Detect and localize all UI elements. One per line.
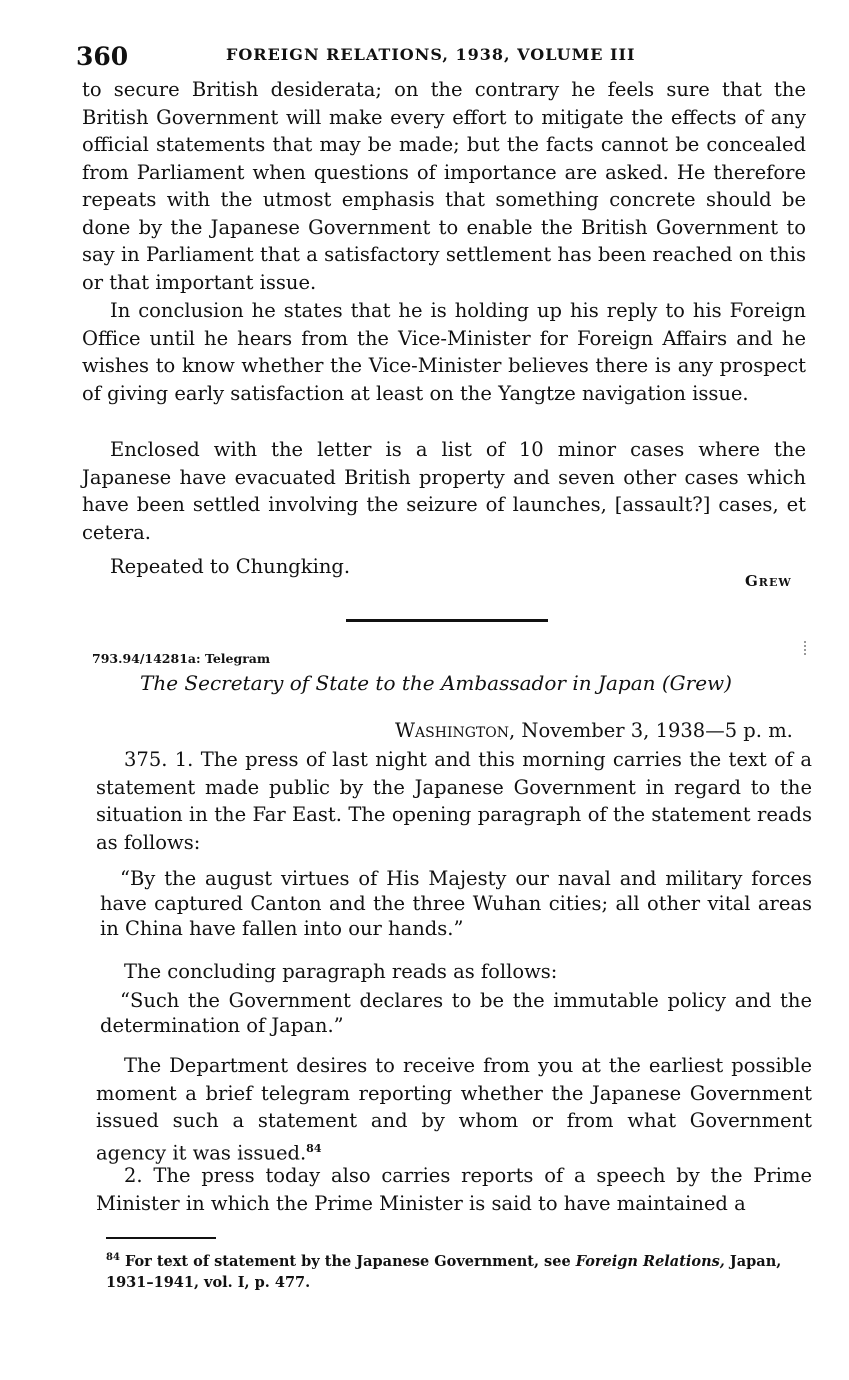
quotation-opening: “By the august virtues of His Majesty our naval and military forces have captured Canton and the three Wuhan cities; all other vital areas in China have fallen into our hands.” (100, 867, 812, 940)
page-number: 360 (76, 42, 129, 71)
footnote-reference: 84 (306, 1141, 322, 1155)
dateline (395, 719, 793, 742)
footnote-citation: Japan, 1931–1941, vol. I, p. 477. (106, 1252, 782, 1291)
page-header (76, 40, 816, 72)
dateline-place: Washington (395, 719, 509, 742)
signature-grew: Grew (745, 572, 792, 590)
dateline-date: , November 3, 1938—5 p. m. (508, 719, 793, 742)
footnote-rule (106, 1237, 216, 1239)
document-title: The Secretary of State to the Ambassador in Japan (Grew) (140, 671, 732, 695)
quotation-concluding: “Such the Government declares to be the immutable policy and the determination of Japan.” (100, 989, 812, 1037)
paragraph-enclosed-cases: Enclosed with the letter is a list of 10 minor cases where the Japanese have evacuated British property and seven other cases which have been settled involving the seizure of launches, [assault?] cases, et cetera. (82, 438, 806, 544)
footnote (106, 1247, 826, 1293)
paragraph-conclusion: In conclusion he states that he is holding up his reply to his Foreign Office until he hears from the Vice-Minister for Foreign Affairs and he wishes to know whether the Vice-Minister believes there is any prospect of giving early satisfaction at least on the Yangtze navigation issue. (82, 299, 806, 405)
paragraph-repeated-to: Repeated to Chungking. (110, 555, 351, 578)
paragraph-concluding-intro: The concluding paragraph reads as follows: (124, 960, 558, 983)
footnote-text: For text of statement by the Japanese Government, see (124, 1252, 571, 1270)
footnote-mark: 84 (106, 1252, 120, 1263)
department-request-text: The Department desires to receive from you at the earliest possible moment a brief telegram reporting whether the Japanese Government issued such a statement and by whom or from what Government agency it was issued. (96, 1054, 812, 1164)
running-head: FOREIGN RELATIONS, 1938, VOLUME III (226, 45, 636, 64)
footnote-source: Foreign Relations, (575, 1252, 725, 1270)
paragraph-press-speech: 2. The press today also carries reports of a speech by the Prime Minister in which the Prime Minister is said to have maintained a (96, 1164, 812, 1215)
paragraph-british-desiderata: to secure British desiderata; on the contrary he feels sure that the British Government will make every effort to mitigate the effects of any official statements that may be made; but the facts cannot be concealed from Parliament when questions of importance are asked. He therefore repeats with the utmost emphasis that something concrete should be done by the Japanese Government to enable the British Government to say in Parliament that a satisfactory settlement has been reached on this or that important issue. (82, 78, 806, 294)
section-divider (346, 619, 548, 622)
file-reference: 793.94/14281a: Telegram (92, 651, 271, 666)
paragraph-department-request (96, 1052, 812, 1167)
margin-mark (804, 641, 808, 655)
telegram-paragraph-1: 375. 1. The press of last night and this morning carries the text of a statement made public by the Japanese Government in regard to the situation in the Far East. The opening paragraph of the statement reads as follows: (96, 748, 812, 854)
